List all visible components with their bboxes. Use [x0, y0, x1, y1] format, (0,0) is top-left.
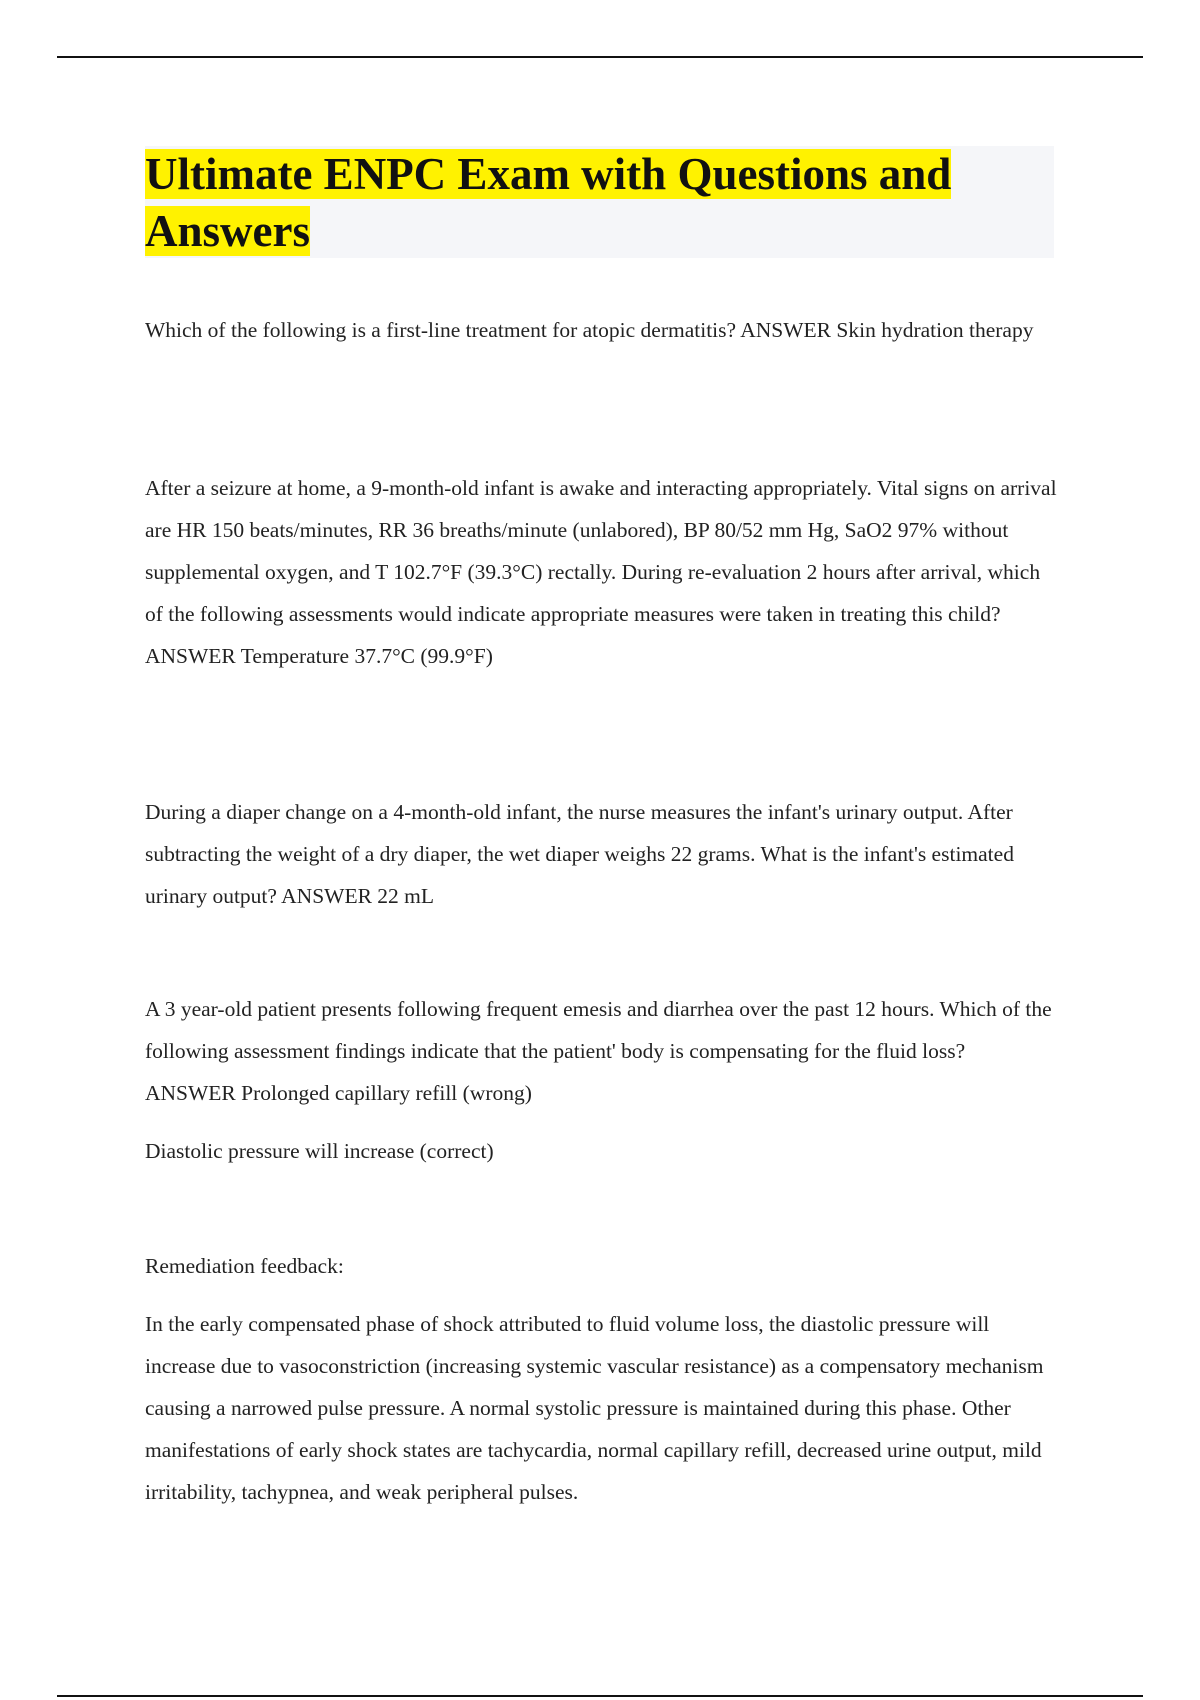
title-line-1: Ultimate ENPC Exam with Questions and	[145, 149, 952, 199]
question-4: A 3 year-old patient presents following frequent emesis and diarrhea over the past 12 hours. Which of the following assessment findings indicate that the patient' body is compensating for the fluid loss? ANSWER Prolonged capillary refill (wrong)	[145, 997, 1052, 1105]
title-block	[145, 146, 1054, 258]
title-line-2: Answers	[145, 206, 310, 256]
top-rule	[57, 56, 1143, 58]
question-4-correct-answer: Diastolic pressure will increase (correct)	[145, 1139, 494, 1163]
question-3: During a diaper change on a 4-month-old infant, the nurse measures the infant's urinary output. After subtracting the weight of a dry diaper, the wet diaper weighs 22 grams. What is the infant's estimated urinary output? ANSWER 22 mL	[145, 800, 1014, 908]
question-1: Which of the following is a first-line treatment for atopic dermatitis? ANSWER Skin hydration therapy	[145, 318, 1034, 342]
question-2: After a seizure at home, a 9-month-old infant is awake and interacting appropriately. Vital signs on arrival are HR 150 beats/minutes, RR 36 breaths/minute (unlabored), BP 80/52 mm Hg, SaO2 97% without supplemental oxygen, and T 102.7°F (39.3°C) rectally. During re-evaluation 2 hours after arrival, which of the following assessments would indicate appropriate measures were taken in treating this child? ANSWER Temperature 37.7°C (99.9°F)	[145, 476, 1057, 668]
remediation-text: In the early compensated phase of shock attributed to fluid volume loss, the diastolic pressure will increase due to vasoconstriction (increasing systemic vascular resistance) as a compensatory mechanism causing a narrowed pulse pressure. A normal systolic pressure is maintained during this phase. Other manifestations of early shock states are tachycardia, normal capillary refill, decreased urine output, mild irritability, tachypnea, and weak peripheral pulses.	[145, 1312, 1044, 1504]
remediation-heading: Remediation feedback:	[145, 1254, 344, 1278]
bottom-rule	[57, 1695, 1143, 1697]
page-title	[145, 146, 1054, 260]
